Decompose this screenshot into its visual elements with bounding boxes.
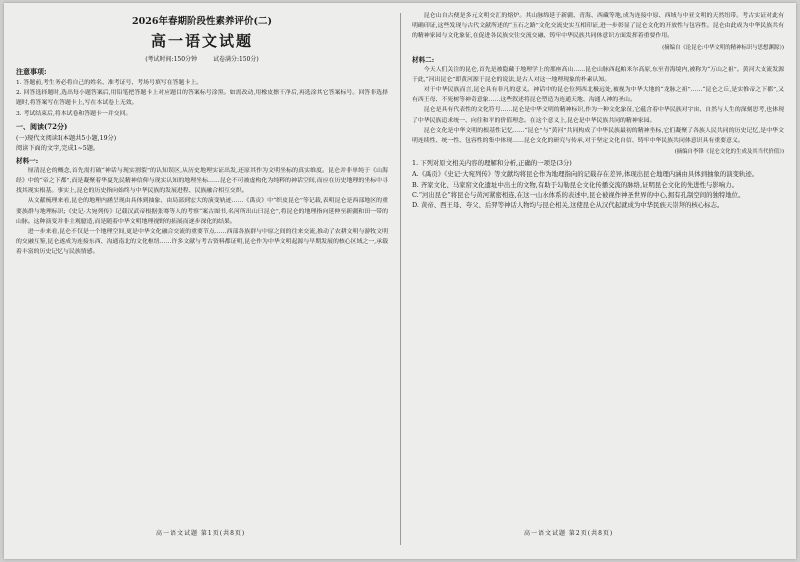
material-label: 材料一: bbox=[16, 156, 39, 165]
exam-meta bbox=[16, 54, 388, 63]
left-page bbox=[16, 11, 388, 545]
notice-item: 1. 答题前,考生务必将自己的姓名、准考证号、考场号填写在答题卡上。 bbox=[16, 80, 203, 86]
exam-title: 2026年春期阶段性素养评价(二) bbox=[132, 16, 272, 27]
right-page bbox=[412, 11, 784, 545]
material-label: 材料二: bbox=[412, 55, 435, 64]
page-footer: 高一语文试题 第1页(共8页) bbox=[156, 530, 246, 537]
exam-sheet bbox=[4, 3, 796, 559]
notice-item: 3. 考试结束后,将本试卷和答题卡一并交回。 bbox=[16, 110, 132, 117]
page-footer: 高一语文试题 第2页(共8页) bbox=[524, 530, 614, 537]
passage-paragraph: 昆仑山自古便是多元文明交汇的熔炉。其山脉绵延于新疆、青海、西藏等地,成为连接中原、西域与中亚文明的天然纽带。考古实证对此有明确印证,这些发现与古代文献所述的“玉石之路”文化交流史实互相印证,进一步彰显了昆仑文化的开放性与包容性。昆仑由此成为中华民族共有的精神家园与文化象征,在促进各民族交往交流交融、铸牢中华民族共同体意识方面发挥着重要作用。 bbox=[412, 13, 784, 40]
instruction: 阅读下面的文字,完成1~5题。 bbox=[16, 144, 100, 152]
subject-title: 高一语文试题 bbox=[150, 32, 253, 50]
material-source: (摘编自李锋《昆仑文化的生成及其当代价值》) bbox=[674, 149, 784, 156]
question-option: A.《禹贡》《史记·大宛列传》等文献均将昆仑作为地理指向的记载存在差异,体现出昆仑地理内涵由具体到抽象的演变轨迹。 bbox=[412, 170, 759, 179]
passage-paragraph: 进一步来看,昆仑不仅是一个地理空间,更是中华文化融合交流的重要节点……西部各族群与中原之间的往来交流,推动了农耕文明与游牧文明的交融互鉴,昆仑遂成为连接东西、沟通南北的文化枢纽……许多文献与考古资料都证明,昆仑作为中华文明起源与早期发展的核心区域之一,承载着丰富的历史记忆与民族情感。 bbox=[16, 229, 388, 256]
page-divider bbox=[400, 13, 401, 545]
question-option: B. 齐家文化、马家窑文化遗址中出土的文物,有助于勾勒昆仑文化传播交流的脉络,证明昆仑文化的先进性与影响力。 bbox=[412, 180, 738, 189]
question-option: C.“河出昆仑”将昆仑与黄河紧密相连,在这一山水体系的表述中,昆仑被视作神圣世界的中心,拥有孔制空间的独特地位。 bbox=[412, 191, 745, 200]
passage-paragraph: 厘清昆仑的概念,首先需打破“神话与现实割裂”的认知误区,从历史地理实证出发,还原其作为文明坐标的真实维度。昆仑并非单纯于《山海经》中的“帝之下都”,而是凝聚着华夏先民精神信仰与现实认知的地理坐标……昆仑不可被虚构化为纯粹的神话空间,而应在历史地理的坐标中寻找其现实根基。事实上,昆仑的历史指向始终与中华民族的发展进程、民族融合相互交织。 bbox=[16, 167, 388, 195]
exam-time: (考试时间:150分钟 bbox=[145, 56, 198, 63]
passage-paragraph: 昆仑是具有代表性的文化符号……昆仑是中华文明的精神标识,作为一种文化象征,它蕴含着中华民族对宇宙、自然与人生的深刻思考,也体现了中华民族追求统一、向往和平的价值理念。在这个意义上,昆仑是中华民族共同的精神家园。 bbox=[412, 107, 784, 124]
passage-paragraph: 今天人们关注的昆仑,首先是被隐藏于地理学上的那座高山……昆仑山脉西起帕米尔高原,东至青海境内,被称为“万山之祖”。黄河大支流发源于此,“河出昆仑”即黄河源于昆仑的说法,是古人对这一地理现象的朴素认知。 bbox=[412, 66, 784, 83]
material-source: (摘编自《论昆仑:中华文明的精神标识与思想渊源》) bbox=[662, 44, 784, 51]
notice-item: 2. 回答选择题时,选出每小题答案后,用铅笔把答题卡上对应题目的答案标号涂黑。如需改动,用橡皮擦干净后,再选涂其它答案标号。回答非选择题时,将答案写在答题卡上,写在本试卷上无效。 bbox=[16, 90, 388, 107]
passage-paragraph: 昆仑文化是中华文明的根基性记忆……“昆仑”与“黄河”共同构成了中华民族最初的精神坐标,它们凝聚了各族人民共同的历史记忆,是中华文明连续性、统一性、包容性的集中体现……昆仑文化的研究与传承,对于坚定文化自信、铸牢中华民族共同体意识具有重要意义。 bbox=[412, 127, 784, 145]
question-stem: 1. 下列对原文相关内容的理解和分析,正确的一项是(3分) bbox=[412, 159, 572, 168]
notice-heading: 注意事项: bbox=[16, 67, 47, 76]
passage-paragraph: 从文献梳理来看,昆仑的地理内涵呈现由具体到抽象、由局部到宏大的演变轨迹……《禹贡》中“织皮昆仑”等记载,表明昆仑是西部地区的重要族群与地理标识;《史记·大宛列传》记载汉武帝根据张骞等人的考察“案古图书,名河所出山曰昆仑”,将昆仑的地理指向延伸至新疆和田一带的山脉。这种演变并非主观臆造,而是随着中华文明地理视野的拓展而逐步深化的结果。 bbox=[16, 198, 388, 225]
passage-paragraph: 对于中华民族而言,昆仑具有非凡的意义。神话中的昆仑位列西北极远处,被视为中华大地的“龙脉之祖”……“昆仑之丘,是实惟帝之下都”,又有西王母、不死树等神奇意象……这些叙述将昆仑塑造为连通天地、沟通人神的圣山。 bbox=[412, 87, 784, 104]
subsection-heading: (一)现代文阅读Ⅰ(本题共5小题,19分) bbox=[16, 134, 117, 142]
section-heading: 一、阅读(72分) bbox=[16, 121, 68, 131]
question-option: D. 黄帝、西王母、夸父、后羿等神话人物均与昆仑相关,这使昆仑从汉代起就成为中华民族天崇拜的核心标志。 bbox=[412, 201, 724, 210]
exam-score: 试卷满分:150分) bbox=[212, 56, 259, 63]
